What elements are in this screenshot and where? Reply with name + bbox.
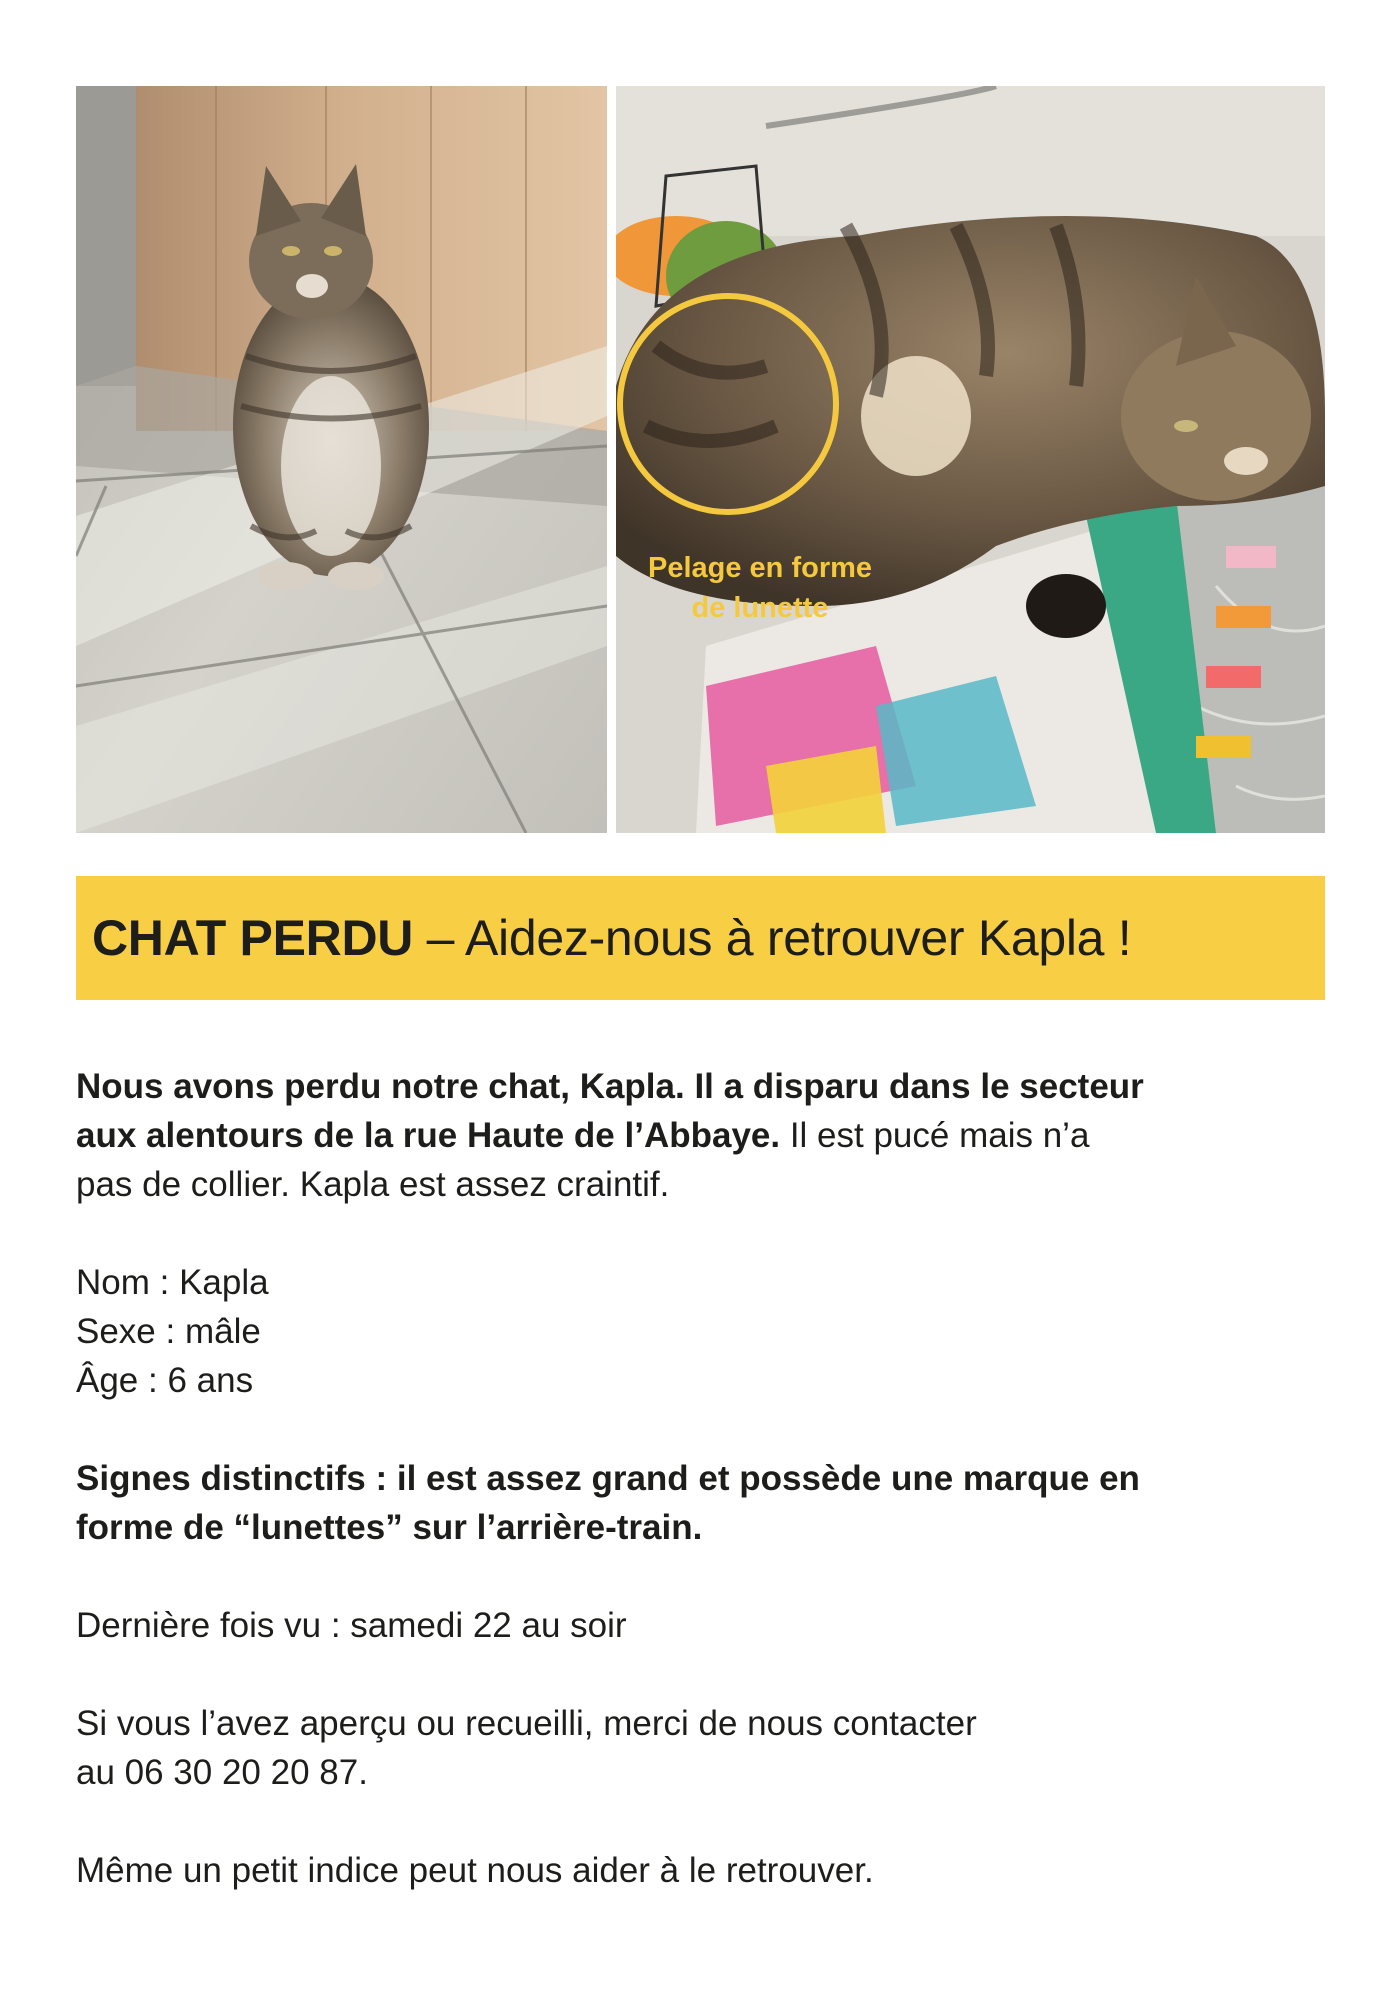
intro-bold-line1: Nous avons perdu notre chat, Kapla. Il a disparu dans le secteur [76, 1067, 1144, 1106]
signs-line2: forme de “lunettes” sur l’arrière-train. [76, 1508, 703, 1547]
title-bold: CHAT PERDU [92, 910, 414, 966]
last-seen: Dernière fois vu : samedi 22 au soir [76, 1606, 627, 1645]
photo-caption [600, 548, 920, 628]
page-title [92, 909, 1131, 967]
detail-sex: Sexe : mâle [76, 1312, 261, 1351]
sitting-cat-photo [76, 86, 607, 833]
distinctive-signs [76, 1454, 1336, 1552]
title-rest: – Aidez-nous à retrouver Kapla ! [413, 910, 1132, 966]
photo-caption-line2: de lunette [691, 592, 829, 624]
signs-line1: Signes distinctifs : il est assez grand et possède une marque en [76, 1459, 1140, 1498]
poster-body [76, 1062, 1336, 1895]
title-banner [76, 876, 1325, 1000]
intro-line3: pas de collier. Kapla est assez craintif. [76, 1165, 670, 1204]
intro-tail: Il est pucé mais n’a [780, 1116, 1090, 1155]
contact-line1: Si vous l’avez aperçu ou recueilli, merci de nous contacter [76, 1704, 977, 1743]
photo-caption-line1: Pelage en forme [647, 552, 873, 584]
intro-paragraph [76, 1062, 1336, 1209]
contact-line2: au 06 30 20 20 87. [76, 1753, 368, 1792]
contact-paragraph [76, 1699, 1336, 1797]
intro-bold-line2: aux alentours de la rue Haute de l’Abbaye. [76, 1116, 781, 1155]
detail-age: Âge : 6 ans [76, 1361, 254, 1400]
closing-line: Même un petit indice peut nous aider à le retrouver. [76, 1851, 874, 1890]
lying-cat-photo [616, 86, 1325, 833]
details-block [76, 1258, 1336, 1405]
detail-name: Nom : Kapla [76, 1263, 269, 1302]
